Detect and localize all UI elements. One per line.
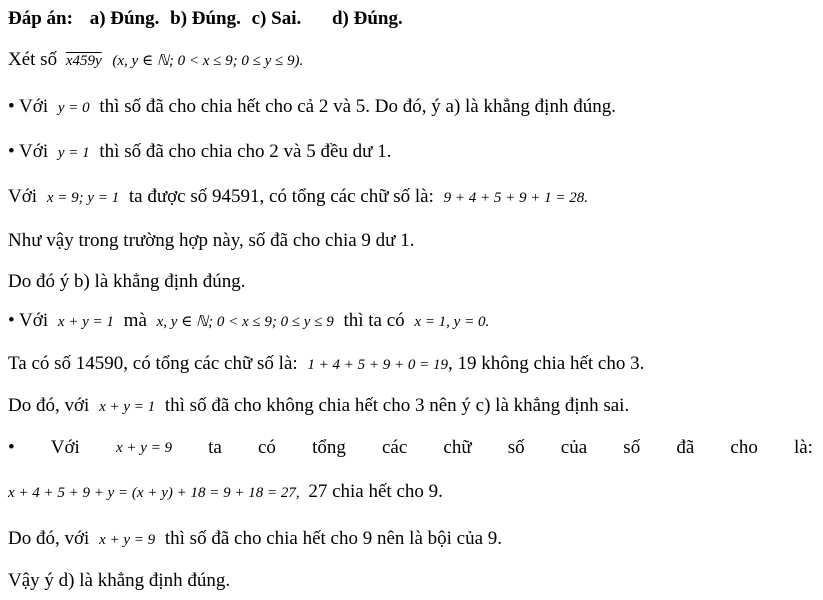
math: x = 9; y = 1 <box>46 190 120 206</box>
math: x + y = 9 <box>99 532 156 548</box>
math: x, y ∈ ℕ; 0 < x ≤ 9; 0 ≤ y ≤ 9 <box>156 314 334 330</box>
line-example-14590 <box>8 352 813 377</box>
line-conclusion-d2: Vậy ý d) là khẳng định đúng. <box>8 570 231 591</box>
line-conclusion-c <box>8 394 813 419</box>
text: ta được số 94591, có tổng các chữ số là: <box>128 186 434 207</box>
word: các <box>381 437 408 458</box>
text: Xét số <box>8 49 58 70</box>
line-conclusion-b: Do đó ý b) là khẳng định đúng. <box>8 271 246 292</box>
word: là: <box>793 437 813 458</box>
word: số <box>623 437 641 458</box>
text: • Với <box>8 96 49 117</box>
text: Với <box>8 186 38 207</box>
word: Với <box>50 437 80 458</box>
text: 27 chia hết cho 9. <box>308 481 443 502</box>
line-number-definition <box>8 48 813 73</box>
text: mà <box>123 310 147 331</box>
word: của <box>560 437 588 458</box>
word: có <box>258 437 276 458</box>
text: thì ta có <box>343 310 405 331</box>
text: Ta có số 14590, có tổng các chữ số là: <box>8 353 298 374</box>
answer-line <box>8 7 813 31</box>
word: cho <box>730 437 758 458</box>
math: 9 + 4 + 5 + 9 + 1 = 28. <box>443 190 589 206</box>
line-conclusion-d1 <box>8 527 813 552</box>
answer-a: a) Đúng. <box>89 8 160 29</box>
condition: (x, y ∈ ℕ; 0 < x ≤ 9; 0 ≤ y ≤ 9). <box>112 53 304 69</box>
math: x + y = 1 <box>99 399 156 415</box>
line-case-d <box>8 436 813 460</box>
math: 1 + 4 + 5 + 9 + 0 = 19 <box>307 357 449 373</box>
word: ta <box>208 437 222 458</box>
text: thì số đã cho không chia hết cho 3 nên ý c) là khẳng định sai. <box>164 395 630 416</box>
math: x + 4 + 5 + 9 + y = (x + y) + 18 = 9 + 18 = 27, <box>8 485 300 501</box>
line-remainder: Như vậy trong trường hợp này, số đã cho chia 9 dư 1. <box>8 230 415 251</box>
word: chữ <box>443 437 472 458</box>
text: , 19 không chia hết cho 3. <box>448 353 645 374</box>
answer-label: Đáp án: <box>8 8 73 29</box>
line-digit-sum <box>8 480 813 505</box>
text: • Với <box>8 310 49 331</box>
answer-d: d) Đúng. <box>331 8 403 29</box>
number-x459y: x459y <box>65 53 102 69</box>
text: • Với <box>8 141 49 162</box>
answer-c: c) Sai. <box>251 8 302 29</box>
word: số <box>507 437 525 458</box>
text: Do đó, với <box>8 395 90 416</box>
math: x + y = 9 <box>115 440 173 456</box>
math: x = 1, y = 0. <box>414 314 490 330</box>
math: y = 0 <box>57 100 90 116</box>
word: tổng <box>312 437 346 458</box>
math: y = 1 <box>57 145 90 161</box>
line-case-a <box>8 95 813 120</box>
bullet: • <box>8 437 15 458</box>
line-example-94591 <box>8 185 813 210</box>
word: đã <box>676 437 695 458</box>
text: Do đó, với <box>8 528 90 549</box>
line-case-b <box>8 140 813 165</box>
answer-b: b) Đúng. <box>170 8 241 29</box>
text: thì số đã cho chia hết cho cả 2 và 5. Do đó, ý a) là khẳng định đúng. <box>99 96 616 117</box>
text: thì số đã cho chia hết cho 9 nên là bội của 9. <box>164 528 503 549</box>
math: x + y = 1 <box>57 314 114 330</box>
text: thì số đã cho chia cho 2 và 5 đều dư 1. <box>99 141 392 162</box>
line-case-c <box>8 309 813 334</box>
